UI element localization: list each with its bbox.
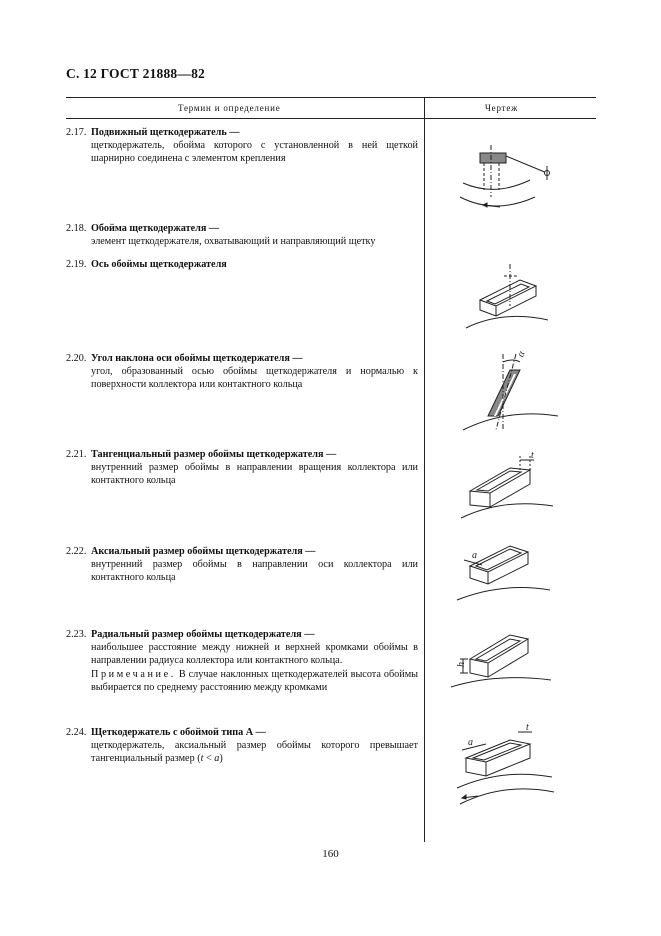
entry-2-21 [66, 448, 418, 488]
drawing-axial-size [452, 540, 552, 610]
entry-definition: щеткодержатель, обойма которого с установленной в ней щеткой шарнирно соединена с элементом крепления [91, 140, 418, 165]
entry-number: 2.23. [66, 629, 87, 640]
entry-definition: внутренний размер обоймы в направлении вращения коллектора или контактного кольца [91, 462, 418, 487]
entry-definition: угол, образованный осью обоймы щеткодержателя и нормалью к поверхности коллектора или контактного кольца [91, 366, 418, 391]
entry-2-20 [66, 352, 418, 392]
definition-text: щеткодержатель, аксиальный размер обоймы которого превышает тангенциальный размер ( [91, 740, 418, 765]
symbol-less-than: < [203, 753, 215, 765]
page-header: С. 12 ГОСТ 21888—82 [66, 66, 205, 81]
entry-2-19 [66, 258, 418, 271]
entry-term: Аксиальный размер обоймы щеткодержателя — [91, 546, 316, 557]
entry-2-18 [66, 222, 418, 248]
drawing-type-a-brush-holder [452, 722, 557, 810]
label-t: t [531, 450, 534, 461]
entry-number: 2.20. [66, 353, 87, 364]
entry-term: Угол наклона оси обоймы щеткодержателя — [91, 353, 303, 364]
entry-term: Щеткодержатель с обоймой типа А — [91, 727, 266, 738]
label-a: a [472, 550, 477, 561]
symbol-a: a [214, 753, 220, 765]
drawing-brush-holder-axis [458, 258, 550, 333]
entry-number: 2.17. [66, 127, 87, 138]
entry-2-23 [66, 628, 418, 694]
label-t: t [526, 722, 529, 733]
label-h: h [456, 662, 467, 667]
symbol-t: t [200, 753, 204, 765]
entry-term: Обойма щеткодержателя — [91, 223, 220, 234]
entry-number: 2.24. [66, 727, 87, 738]
entry-2-22 [66, 545, 418, 585]
entry-2-24 [66, 726, 418, 766]
entry-term: Тангенциальный размер обоймы щеткодержателя — [91, 449, 337, 460]
column-header-term: Термин и определение [178, 103, 281, 113]
note-label: Примечание. [91, 668, 176, 680]
entry-number: 2.22. [66, 546, 87, 557]
column-header-drawing: Чертеж [485, 103, 519, 113]
entry-term: Подвижный щеткодержатель — [91, 127, 240, 138]
entry-definition: элемент щеткодержателя, охватывающий и направляющий щетку [91, 236, 376, 248]
table-top-rule [66, 97, 596, 98]
drawing-inclination-angle [458, 342, 563, 437]
entry-term: Радиальный размер обоймы щеткодержателя — [91, 629, 315, 640]
entry-definition: наибольшее расстояние между нижней и верхней кромками обоймы в направлении радиуса коллектора или контактного кольца. [91, 642, 418, 667]
label-a: a [468, 737, 473, 748]
definition-close: ) [219, 753, 223, 765]
entry-note [91, 668, 418, 694]
entry-number: 2.18. [66, 223, 87, 234]
table-header-rule [66, 118, 596, 119]
entry-number: 2.21. [66, 449, 87, 460]
note-text: В случае наклонных щеткодержателей высота обоймы выбирается по среднему расстоянию между кромками [91, 668, 419, 693]
drawing-tangential-size [458, 448, 558, 523]
label-alpha: α [515, 349, 528, 359]
column-divider [424, 97, 425, 842]
drawing-radial-size [446, 625, 556, 695]
entry-number: 2.19. [66, 259, 87, 270]
entry-definition [91, 739, 418, 765]
drawing-movable-brush-holder [455, 135, 560, 220]
page-number: 160 [322, 848, 339, 860]
entry-definition: внутренний размер обоймы в направлении оси коллектора или контактного кольца [91, 559, 418, 584]
entry-term: Ось обоймы щеткодержателя [91, 259, 227, 270]
entry-2-17 [66, 126, 418, 166]
